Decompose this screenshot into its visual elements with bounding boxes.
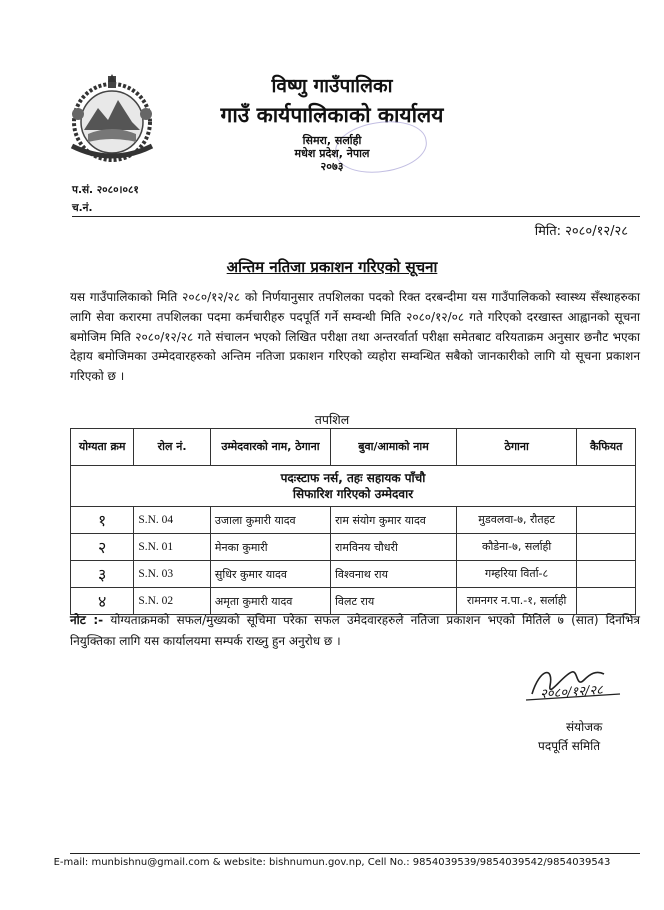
signature-date: २०८०/१२/२८ xyxy=(539,682,604,703)
letter-number: प.सं. २०८०।०८१ xyxy=(72,184,139,196)
post-row xyxy=(71,466,636,507)
header-divider xyxy=(72,216,640,217)
parent-name-cell: विलट राय xyxy=(331,588,457,615)
roll-cell: S.N. 04 xyxy=(134,507,211,534)
note-text: योग्यताक्रमको सफल/मुख्यको सूचिमा परेका सफल उमेदवारहरुले नतिजा प्रकाशन भएको मितिले ७ (सात) दिनभित्र नियुक्तिका लागि यस कार्यालयमा सम्पर्क राख्नु हुन अनुरोध छ । xyxy=(70,613,640,648)
header-address: ठेगाना xyxy=(456,429,576,466)
rank-cell: १ xyxy=(71,507,134,534)
signatory-title: संयोजक xyxy=(566,720,603,734)
note-label: नोट :- xyxy=(70,613,104,627)
remarks-cell xyxy=(577,534,636,561)
post-title: पदःस्टाफ नर्स, तहः सहायक पाँचौ xyxy=(280,471,426,485)
remarks-cell xyxy=(577,507,636,534)
rank-cell: २ xyxy=(71,534,134,561)
parent-name-cell: रामविनय चौधरी xyxy=(331,534,457,561)
header-roll: रोल नं. xyxy=(134,429,211,466)
rank-cell: ३ xyxy=(71,561,134,588)
recommended-label: सिफारिश गरिएको उम्मेदवार xyxy=(292,487,414,501)
header-rank: योग्यता क्रम xyxy=(71,429,134,466)
post-info xyxy=(71,466,636,507)
office-name: विष्णु गाउँपालिका xyxy=(271,75,393,97)
address-cell: मुडवलवा-७, रौतहट xyxy=(456,507,576,534)
parent-name-cell: राम संयोग कुमार यादव xyxy=(331,507,457,534)
established-year: २०७३ xyxy=(320,160,344,173)
notice-title-text: अन्तिम नतिजा प्रकाशन गरिएको सूचना xyxy=(226,258,438,276)
notice-note xyxy=(70,610,640,652)
notice-date: मिति: २०८०/१२/२८ xyxy=(534,224,628,239)
address-line-2: मधेश प्रदेश, नेपाल xyxy=(294,147,370,160)
notice-title xyxy=(0,257,664,277)
table-header-row xyxy=(71,429,636,466)
dispatch-number: च.नं. xyxy=(72,202,93,214)
rank-cell: ४ xyxy=(71,588,134,615)
table-row xyxy=(71,561,636,588)
candidate-name-cell: मेनका कुमारी xyxy=(210,534,330,561)
roll-cell: S.N. 02 xyxy=(134,588,211,615)
header-remarks: कैफियत xyxy=(577,429,636,466)
roll-cell: S.N. 03 xyxy=(134,561,211,588)
address-cell: रामनगर न.पा.-१, सर्लाही xyxy=(456,588,576,615)
candidate-name-cell: अमृता कुमारी यादव xyxy=(210,588,330,615)
footer-divider xyxy=(70,853,640,854)
candidate-name-cell: उजाला कुमारी यादव xyxy=(210,507,330,534)
office-address xyxy=(150,134,514,173)
signatory-committee: पदपूर्ति समिति xyxy=(538,739,601,753)
table-row xyxy=(71,534,636,561)
office-title: गाउँ कार्यपालिकाको कार्यालय xyxy=(220,103,444,127)
footer-contact: E-mail: munbishnu@gmail.com & website: bishnumun.gov.np, Cell No.: 9854039539/9854039542/9854039543 xyxy=(53,857,611,868)
roll-cell: S.N. 01 xyxy=(134,534,211,561)
header-parent: बुवा/आमाको नाम xyxy=(331,429,457,466)
notice-body: यस गाउँपालिकाको मिति २०८०/१२/२८ को निर्णयानुसार तपशिलका पदको रिक्त दरबन्दीमा यस गाउँपालिकको स्वास्थ्य सँस्थाहरुका लागि सेवा करारमा तपशिलका पदमा कर्मचारीहरु पदपूर्ति गर्ने सम्वन्धी मिति २०८०/१२/०८ गते गरिएको दरखास्त आह्वानको सूचना बमोजिम मिति २०८०/१२/२८ गते संचालन भएको लिखित परीक्षा तथा अन्तरर्वार्ता परीक्षा समेतबाट वरियताक्रम अनुसार छनौट भएका देहाय बमोजिमका उम्मेदवारहरुको अन्तिम नतिजा प्रकाशन गरिएको व्यहोरा सम्वन्धित सबैको जानकारीको लागि यो सूचना प्रकाशन गरिएको छ । xyxy=(70,290,640,384)
address-cell: गम्हरिया विर्ता-८ xyxy=(456,561,576,588)
table-row xyxy=(71,507,636,534)
results-table xyxy=(70,428,636,615)
candidate-name-cell: सुधिर कुमार यादव xyxy=(210,561,330,588)
parent-name-cell: विश्वनाथ राय xyxy=(331,561,457,588)
address-line-1: सिमरा, सर्लाही xyxy=(302,134,362,147)
address-cell: कौडेना-७, सर्लाही xyxy=(456,534,576,561)
table-caption: तपशिल xyxy=(314,412,350,427)
reference-block xyxy=(72,181,139,217)
header-candidate: उम्मेदवारको नाम, ठेगाना xyxy=(210,429,330,466)
remarks-cell xyxy=(577,561,636,588)
